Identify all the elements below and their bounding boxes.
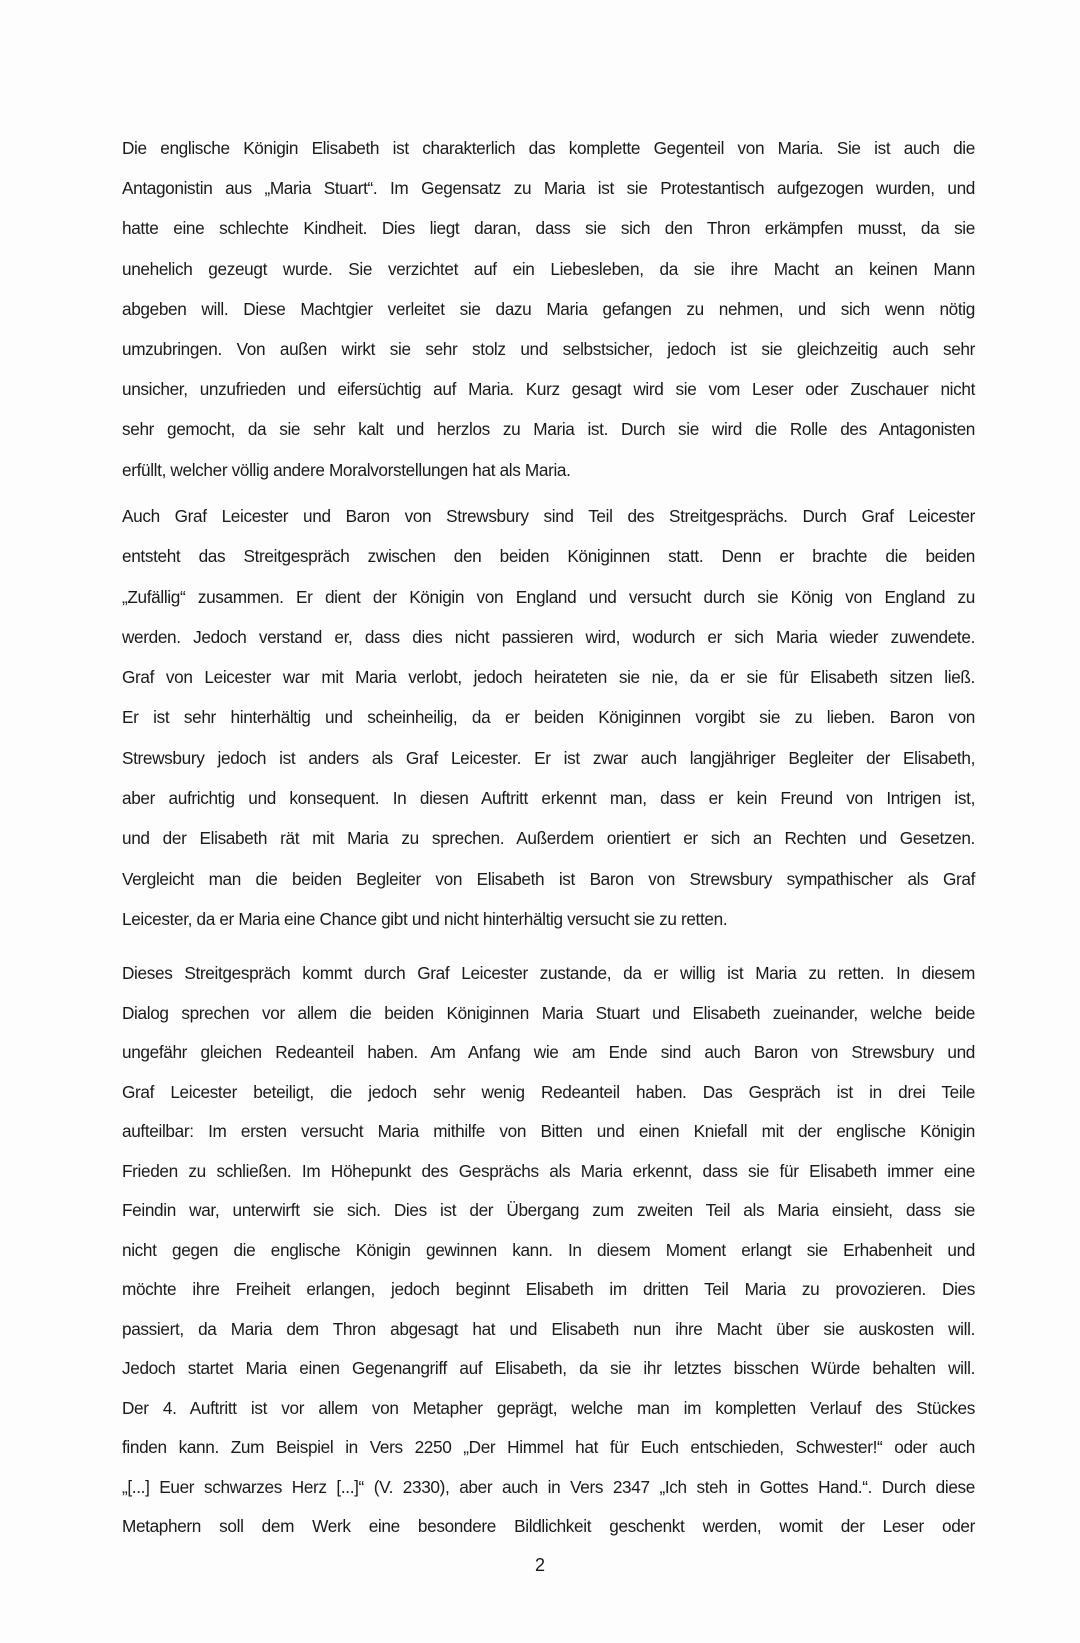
text-line: aufteilbar: Im ersten versucht Maria mithilfe von Bitten und einen Kniefall mit der englische Königin bbox=[122, 1121, 975, 1141]
text-line: Auch Graf Leicester und Baron von Strewsbury sind Teil des Streitgesprächs. Durch Graf Leicester bbox=[122, 506, 975, 526]
text-line: abgeben will. Diese Machtgier verleitet sie dazu Maria gefangen zu nehmen, und sich wenn nötig bbox=[122, 298, 975, 319]
text-line: Graf Leicester beteiligt, die jedoch sehr wenig Redeanteil haben. Das Gespräch ist in drei Teile bbox=[122, 1081, 975, 1102]
text-line: Antagonistin aus „Maria Stuart“. Im Gegensatz zu Maria ist sie Protestantisch aufgezogen wurden, und bbox=[122, 178, 975, 199]
text-line: ungefähr gleichen Redeanteil haben. Am Anfang wie am Ende sind auch Baron von Strewsbury und bbox=[122, 1042, 975, 1062]
text-line: Frieden zu schließen. Im Höhepunkt des Gesprächs als Maria erkennt, dass sie für Elisabeth immer eine bbox=[122, 1160, 975, 1181]
text-line: Die englische Königin Elisabeth ist charakterlich das komplette Gegenteil von Maria. Sie ist auch die bbox=[122, 138, 975, 158]
paragraph-leicester-strewsbury bbox=[122, 504, 975, 947]
text-line: „[...] Euer schwarzes Herz [...]“ (V. 2330), aber auch in Vers 2347 „Ich steh in Gottes Hand.“. Durch diese bbox=[122, 1476, 975, 1497]
text-line: möchte ihre Freiheit erlangen, jedoch beginnt Elisabeth im dritten Teil Maria zu provozieren. Dies bbox=[122, 1279, 975, 1299]
paragraph-elisabeth bbox=[122, 136, 975, 498]
text-line: Dialog sprechen vor allem die beiden Königinnen Maria Stuart und Elisabeth zueinander, welche beide bbox=[122, 1002, 975, 1023]
text-line: passiert, da Maria dem Thron abgesagt hat und Elisabeth nun ihre Macht über sie auskosten will. bbox=[122, 1318, 975, 1339]
text-line: Der 4. Auftritt ist vor allem von Metapher geprägt, welche man im kompletten Verlauf des Stückes bbox=[122, 1397, 975, 1418]
text-line: hatte eine schlechte Kindheit. Dies liegt daran, dass sie sich den Thron erkämpfen musst, da sie bbox=[122, 218, 975, 239]
text-line: Er ist sehr hinterhältig und scheinheilig, da er beiden Königinnen vorgibt sie zu lieben. Baron von bbox=[122, 707, 975, 728]
text-line: Strewsbury jedoch ist anders als Graf Leicester. Er ist zwar auch langjähriger Begleiter der Elisabeth, bbox=[122, 747, 975, 768]
text-line: nicht gegen die englische Königin gewinnen kann. In diesem Moment erlangt sie Erhabenheit und bbox=[122, 1239, 975, 1260]
text-line: und der Elisabeth rät mit Maria zu sprechen. Außerdem orientiert er sich an Rechten und Gesetzen. bbox=[122, 828, 975, 849]
paragraph-streitgespraech bbox=[122, 961, 975, 1554]
text-line: umzubringen. Von außen wirkt sie sehr stolz und selbstsicher, jedoch ist sie gleichzeitig auch sehr bbox=[122, 338, 975, 359]
text-line: Jedoch startet Maria einen Gegenangriff auf Elisabeth, da sie ihr letztes bisschen Würde behalten will. bbox=[122, 1358, 975, 1378]
text-line: unsicher, unzufrieden und eifersüchtig auf Maria. Kurz gesagt wird sie vom Leser oder Zuschauer nicht bbox=[122, 379, 975, 400]
text-line: Leicester, da er Maria eine Chance gibt und nicht hinterhältig versucht sie zu retten. bbox=[122, 908, 728, 929]
page-number: 2 bbox=[534, 1555, 545, 1575]
text-line: erfüllt, welcher völlig andere Moralvorstellungen hat als Maria. bbox=[122, 459, 571, 480]
text-line: entsteht das Streitgespräch zwischen den beiden Königinnen statt. Denn er brachte die beiden bbox=[122, 546, 975, 567]
text-line: aber aufrichtig und konsequent. In diesen Auftritt erkennt man, dass er kein Freund von Intrigen ist, bbox=[122, 788, 975, 809]
text-line: sehr gemocht, da sie sehr kalt und herzlos zu Maria ist. Durch sie wird die Rolle des Antagonisten bbox=[122, 419, 975, 440]
text-line: Graf von Leicester war mit Maria verlobt, jedoch heirateten sie nie, da er sie für Elisabeth sitzen ließ. bbox=[122, 667, 975, 688]
text-line: „Zufällig“ zusammen. Er dient der Königin von England und versucht durch sie König von England zu bbox=[122, 586, 975, 607]
text-line: unehelich gezeugt wurde. Sie verzichtet auf ein Liebesleben, da sie ihre Macht an keinen Mann bbox=[122, 258, 975, 279]
text-line: Vergleicht man die beiden Begleiter von Elisabeth ist Baron von Strewsbury sympathischer als Graf bbox=[122, 868, 975, 889]
text-line: finden kann. Zum Beispiel in Vers 2250 „Der Himmel hat für Euch entschieden, Schwester!“ oder auch bbox=[122, 1437, 975, 1457]
text-line: Feindin war, unterwirft sie sich. Dies ist der Übergang zum zweiten Teil als Maria einsieht, dass sie bbox=[122, 1200, 975, 1220]
text-line: Metaphern soll dem Werk eine besondere Bildlichkeit geschenkt werden, womit der Leser oder bbox=[122, 1516, 975, 1536]
text-line: werden. Jedoch verstand er, dass dies nicht passieren wird, wodurch er sich Maria wieder zuwendete. bbox=[122, 626, 975, 647]
text-line: Dieses Streitgespräch kommt durch Graf Leicester zustande, da er willig ist Maria zu retten. In diesem bbox=[122, 963, 975, 983]
